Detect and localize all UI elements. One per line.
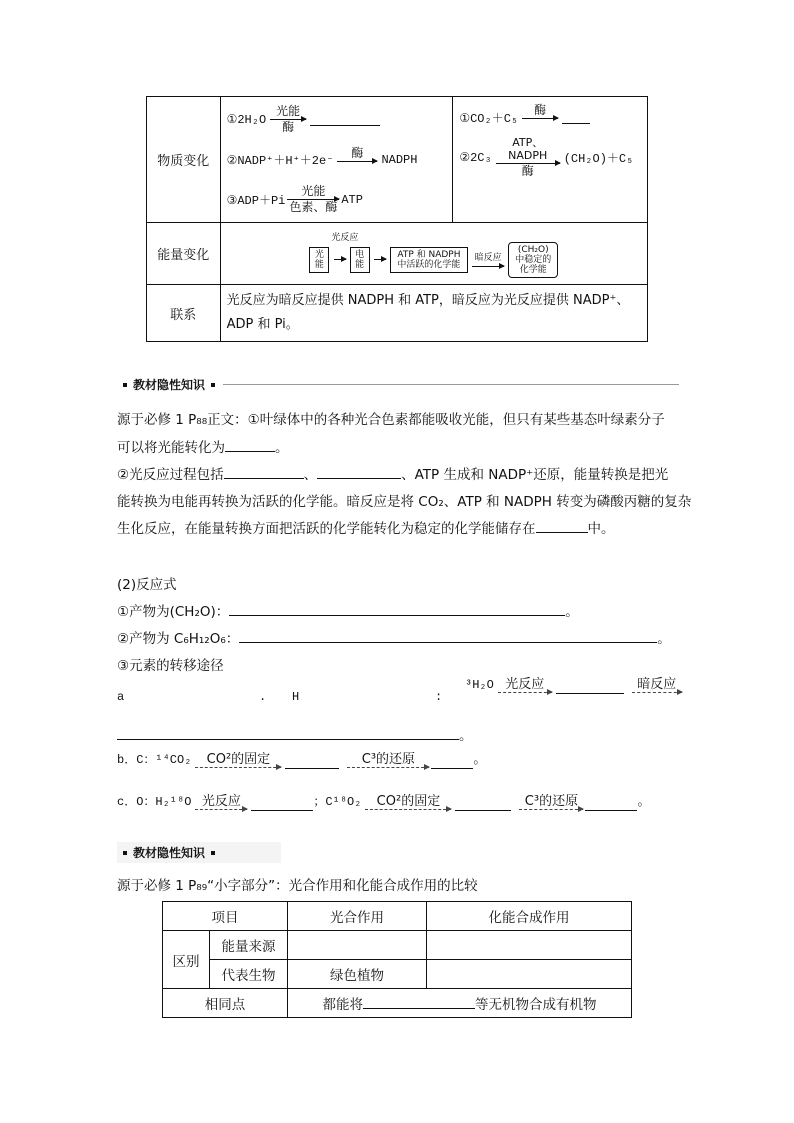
path-a-chain: ³H₂O 光反应 暗反应 [465, 678, 684, 694]
bullet-square [123, 383, 127, 387]
energy-label-light: 光反应 [331, 232, 359, 243]
box-light-energy: 光能 [309, 247, 329, 273]
path-a-letter: a [117, 690, 125, 704]
td-energy-src: 能量来源 [210, 931, 288, 960]
cell-photo-energy [288, 931, 427, 960]
section-rule [223, 384, 679, 385]
eq-atp: ③ADP＋Pi 光能 色素、酶 ATP [226, 184, 363, 214]
cell-same: 都能将 等无机物合成有机物 [288, 989, 632, 1018]
blank-co2-product [562, 111, 590, 124]
para2-line: 源于必修 1 P₈₉“小字部分”：光合作用和化能合成作用的比较 [117, 878, 478, 894]
td-same: 相同点 [163, 989, 288, 1018]
blank-convert [225, 439, 275, 452]
link-text: 光反应为暗反应提供 NADPH 和 ATP，暗反应为光反应提供 NADP⁺、ADP 和 Pi。 [220, 285, 647, 342]
element-path-title: ③元素的转移途径 [117, 658, 224, 674]
eq-product-glucose: ②产物为 C₆H₁₂O₆： 。 [117, 631, 671, 647]
blank-water-product [310, 113, 380, 126]
box-stable-chemical: (CH₂O) 中稳定的化学能 [508, 242, 558, 278]
th-item: 项目 [163, 902, 288, 931]
blank-process-2 [317, 466, 401, 479]
th-photo: 光合作用 [288, 902, 427, 931]
bullet-square [211, 383, 215, 387]
para1-line1: 源于必修 1 P₈₈正文：①叶绿体中的各种光合色素都能吸收光能，但只有某些基态叶绿素分子 [117, 412, 665, 428]
td-rep-org: 代表生物 [210, 960, 288, 989]
dark-reaction-cell [453, 97, 648, 223]
eq-co2-fix: ①CO₂＋C₅ 酶 [459, 97, 647, 137]
path-a-continue: 。 [117, 724, 473, 744]
path-a-H: H [292, 690, 300, 704]
para1-line2: 可以将光能转化为 。 [117, 440, 289, 456]
comparison-table [146, 96, 648, 342]
path-c-chain: c．O：H₂¹⁸O 光反应 ；C¹⁸O₂ CO²的固定 C³的还原 。 [117, 794, 651, 809]
row-label-link: 联系 [147, 285, 221, 342]
box-electric-energy: 电能 [350, 247, 370, 273]
eq-c3-reduce: ②2C₃ ATP、NADPH 酶 (CH₂O)＋C₅ [459, 136, 634, 178]
blank-store [536, 520, 588, 533]
light-reaction-cell [220, 97, 453, 223]
energy-diagram-cell [220, 223, 647, 285]
eq-water-split: ①2H₂O 光能 酶 [227, 100, 453, 140]
energy-diagram: 光反应 光能 电能 ATP 和 NADPH 中活跃的化学能 暗反应 (CH₂O) 中稳定的化学能 [309, 230, 558, 278]
compare-table-2 [162, 901, 632, 1018]
cell-chemo-org [427, 960, 632, 989]
para1-line4: 能转换为电能再转换为活跃的化学能。暗反应是将 CO₂、ATP 和 NADPH 转变为磷酸丙糖的复杂 [117, 494, 692, 510]
box-active-chemical: ATP 和 NADPH 中活跃的化学能 [390, 247, 468, 273]
section-header-2: 教材隐性知识 [117, 842, 281, 863]
para1-line5: 生化反应，在能量转换方面把活跃的化学能转化为稳定的化学能储存在 中。 [117, 521, 615, 537]
bullet-square [123, 851, 127, 855]
section-header-1: 教材隐性知识 [117, 376, 679, 393]
cell-photo-org: 绿色植物 [288, 960, 427, 989]
blank-process-1 [224, 466, 304, 479]
eq-nadph: ②NADP⁺＋H⁺＋2e⁻ 酶 NADPH [226, 145, 418, 168]
para1-line3: ②光反应过程包括 、 、ATP 生成和 NADP⁺还原，能量转换是把光 [117, 467, 669, 483]
row-label-energy: 能量变化 [147, 223, 221, 285]
sub2-heading: (2)反应式 [117, 577, 177, 593]
row-label-material: 物质变化 [147, 97, 221, 223]
td-diff: 区别 [163, 931, 210, 989]
path-b-chain: b．C：¹⁴CO₂ CO²的固定 C³的还原 。 [117, 752, 487, 767]
eq-product-ch2o: ①产物为(CH₂O)： 。 [117, 604, 579, 620]
cell-chemo-energy [427, 931, 632, 960]
th-chemo: 化能合成作用 [427, 902, 632, 931]
bullet-square [211, 851, 215, 855]
